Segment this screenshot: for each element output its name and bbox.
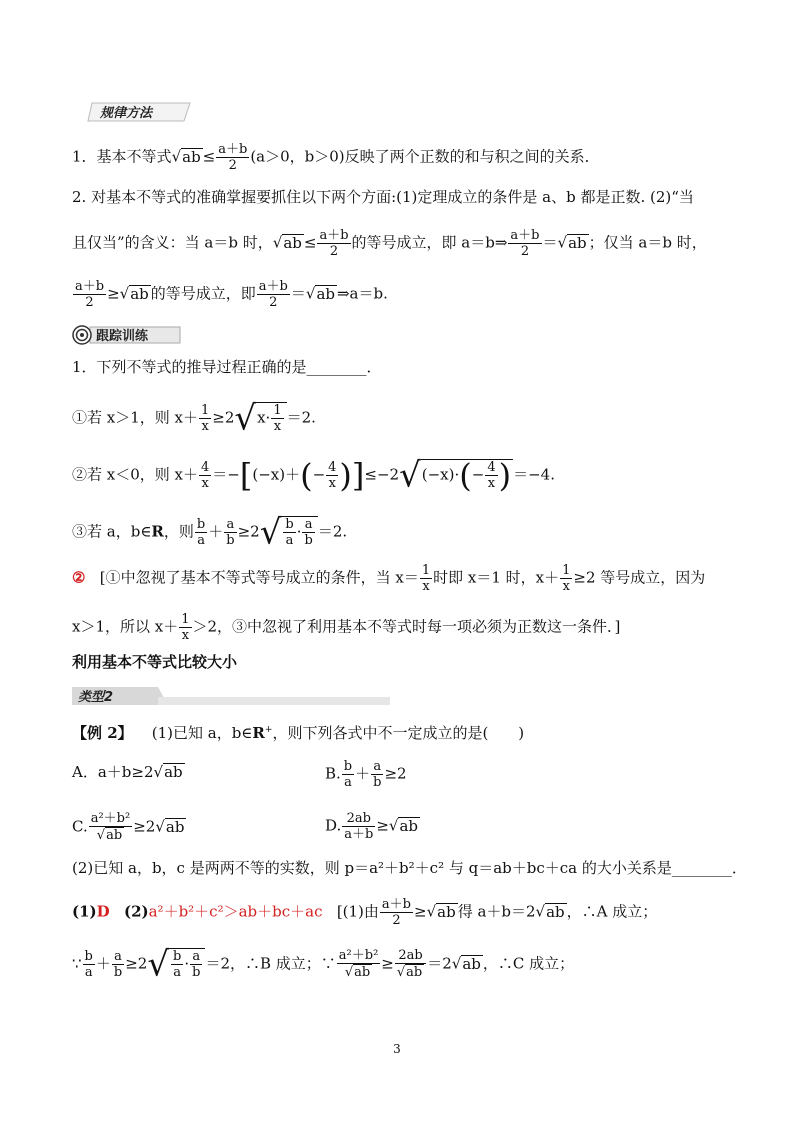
fraction-a-plus-b-over-2: $\frac{a+b}{2}$ bbox=[218, 142, 248, 173]
follow-practice-tag bbox=[72, 324, 184, 346]
example-option-b: B. $\frac{b}{a}$ ＋ $\frac{a}{b}$ ≥2 bbox=[325, 759, 407, 790]
exercise-explanation-line-1: ② [①中忽视了基本不等式等号成立的条件，当 x＝ $\frac{1}{x}$ 时即 x＝1 时，x＋ $\frac{1}{x}$ ≥2 等号成立，因为 bbox=[72, 563, 706, 594]
exercise-option-3: ③若 a，b∈R，则 $\frac{b}{a}$ ＋ $\frac{a}{b}$ ≥2√ $\frac{b}{a}$ · $\frac{a}{b}$ ＝2. bbox=[72, 512, 348, 553]
page-number: 3 bbox=[393, 1042, 401, 1056]
type-2-tag-text: 类型2 bbox=[78, 690, 114, 705]
rule-method-tag-text: 规律方法 bbox=[100, 106, 153, 121]
example-option-c: C. $\frac{\text{a²＋b²}}{√ab}$ ≥2√ab bbox=[72, 811, 185, 843]
example-2-solution-line-2: ∵ $\frac{b}{a}$ ＋ $\frac{a}{b}$ ≥2√ $\frac{b}{a}$ · $\frac{a}{b}$ ＝2，∴B 成立；∵ $\frac{\text{a²＋b²}}{√ab}$ ≥ $\frac{2ab}{√ab}$ ＝2√ab ，∴C 成立； bbox=[72, 944, 575, 985]
exercise-option-1: ①若 x＞1，则 x＋ $\frac{1}{x}$ ≥2√x· $\frac{1}{x}$ ＝2. bbox=[72, 398, 316, 439]
exercise-answer: ② bbox=[72, 568, 86, 587]
answer-1-value: D bbox=[96, 902, 110, 921]
example-2-answer: (1)D (2)a²＋b²＋c²＞ab＋bc＋ac [(1)由 $\frac{a+b}{2}$ ≥√ab 得 a＋b＝2√ab ，∴A 成立； bbox=[72, 897, 658, 928]
rule-2-line-3: $\frac{a+b}{2}$ ≥√ab 的等号成立，即 $\frac{a+b}{2}$ ＝√ab ⇒a＝b. bbox=[75, 279, 388, 310]
example-2-part-2: (2)已知 a，b，c 是两两不等的实数，则 p＝a²＋b²＋c² 与 q＝ab＋bc＋ca 的大小关系是________． bbox=[72, 859, 747, 877]
example-2-question: 【例 2】 (1)已知 a，b∈R+，则下列各式中不一定成立的是( ) bbox=[72, 724, 525, 742]
exercise-explanation-line-2: x＞1，所以 x＋ $\frac{1}{x}$ ＞2，③中忽视了利用基本不等式时每一项必须为正数这一条件．] bbox=[72, 612, 621, 643]
exercise-option-2: ②若 x＜0，则 x＋ $\frac{4}{x}$ ＝−[(−x)＋(− $\frac{4}{x}$ )]≤−2√(−x)·(− $\frac{4}{x}$ ) ＝−4. bbox=[72, 455, 555, 496]
answer-2-value: a²＋b²＋c²＞ab＋bc＋ac bbox=[148, 902, 323, 921]
example-option-a: A．a＋b≥2√ab bbox=[72, 763, 183, 781]
rule-2-line-1: 2. 对基本不等式的准确掌握要抓住以下两个方面:(1)定理成立的条件是 a、b 都是正数. (2)“当 bbox=[72, 188, 694, 206]
follow-practice-tag-text: 跟踪训练 bbox=[96, 329, 149, 344]
example-option-d: D. $\frac{2ab}{a+b}$ ≥√ab bbox=[325, 811, 419, 842]
type-2-tag bbox=[72, 685, 392, 707]
exercise-question: 1．下列不等式的推导过程正确的是________． bbox=[72, 358, 382, 376]
rule-1: 1．基本不等式√ab ≤ $\frac{a+b}{2}$ (a＞0，b＞0)反映了两个正数的和与积之间的关系． bbox=[72, 142, 600, 173]
rule-method-tag bbox=[86, 100, 196, 124]
rule-2-line-2: 且仅当”的含义：当 a＝b 时，√ab ≤ $\frac{a+b}{2}$ 的等号成立，即 a＝b⇒ $\frac{a+b}{2}$ ＝√ab ；仅当 a＝b 时， bbox=[72, 228, 707, 259]
section-heading: 利用基本不等式比较大小 bbox=[72, 653, 238, 671]
